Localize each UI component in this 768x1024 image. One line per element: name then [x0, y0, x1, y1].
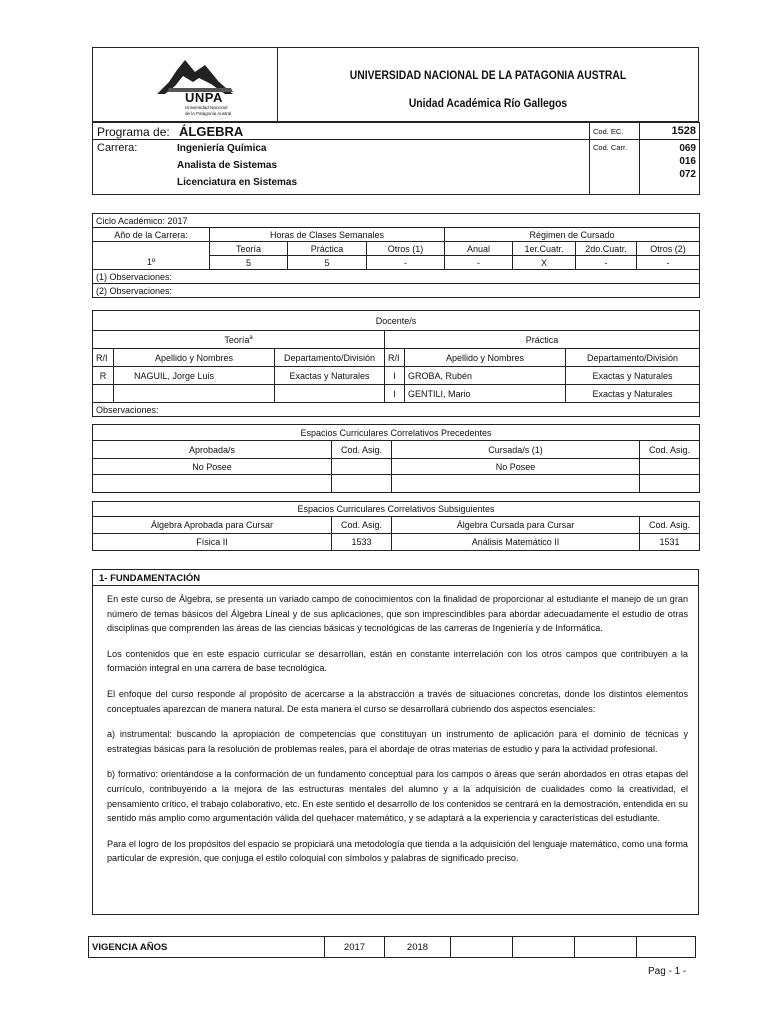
- program-block: [92, 122, 699, 194]
- next-cod2-value: 1531: [640, 534, 700, 551]
- regimen-label: Régimen de Cursado: [445, 228, 700, 242]
- observaciones-2: (2) Observaciones:: [93, 284, 700, 298]
- h-ri-practica: R/I: [385, 349, 405, 367]
- docentes-observaciones: Observaciones:: [93, 403, 700, 417]
- anio-carrera-label: Año de la Carrera:: [93, 228, 210, 242]
- val-practica: 5: [288, 256, 367, 270]
- page-number: Pag - 1 -: [648, 966, 687, 977]
- carrera-label: Carrera:: [97, 142, 138, 154]
- col-practica: Práctica: [288, 242, 367, 256]
- program-label: Programa de:: [97, 124, 170, 139]
- col-otros2: Otros (2): [637, 242, 700, 256]
- val-otros1: -: [367, 256, 445, 270]
- col-teoria: Teoría: [210, 242, 288, 256]
- observaciones-1: (1) Observaciones:: [93, 270, 700, 284]
- fundamentacion-section: [92, 569, 699, 915]
- carrera-2: Analista de Sistemas: [177, 160, 278, 171]
- val-2do-cuatr: -: [576, 256, 637, 270]
- logo-text: UNPA: [185, 90, 223, 105]
- prev-h-aprobadas: Aprobada/s: [93, 441, 332, 459]
- university-name: UNIVERSIDAD NACIONAL DE LA PATAGONIA AUSTRAL: [349, 70, 627, 82]
- vigencia-year-1: 2017: [325, 937, 385, 958]
- col-2do-cuatr: 2do.Cuatr.: [576, 242, 637, 256]
- logo-subtitle-2: de la Patagonia Austral: [185, 111, 232, 116]
- cod-carr-1: 069: [679, 143, 696, 154]
- paragraph: En este curso de Álgebra, se presenta un variado campo de conocimientos con la finalidad de proporcionar al estudiante el manejo de un gran número de temas básicos del Álgebra Lineal y de sus aplicaciones, que son imprescindibles para abordar adecuadamente el estudio de otras disciplinas que comprenden las áreas de las ciencias básicas y tecnológicas de las carreras de Ingeniería y de Informática.: [107, 594, 688, 634]
- table-row: R NAGUIL, Jorge Luis Exactas y Naturales I GROBA, Rubén Exactas y Naturales: [93, 367, 700, 385]
- academic-unit: Unidad Académica Río Gallegos: [408, 98, 568, 110]
- section-body: [93, 586, 698, 866]
- prev-aprobada-value: No Posee: [93, 459, 332, 475]
- carrera-3: Licenciatura en Sistemas: [177, 177, 298, 188]
- next-h-cod2: Cod. Asig.: [640, 517, 700, 534]
- academic-cycle-table: [92, 213, 699, 298]
- ciclo-academico: Ciclo Académico: 2017: [93, 214, 700, 228]
- university-logo: [93, 48, 278, 123]
- paragraph: El enfoque del curso responde al propósito de acercarse a la abstracción a través de situaciones concretas, donde los distintos elementos conceptuales aparezcan de manera natural. De esta manera el curso se desarrollará cubriendo dos aspectos esenciales:: [107, 688, 688, 714]
- val-1er-cuatr: X: [513, 256, 576, 270]
- next-aprobada-value: Física II: [93, 534, 332, 551]
- vigencia-label: VIGENCIA AÑOS: [89, 937, 325, 958]
- logo-subtitle-1: Universidad Nacional: [185, 105, 228, 110]
- cod-ec-label: Cod. EC.: [590, 123, 640, 140]
- carrera-1: Ingeniería Química: [177, 143, 267, 154]
- next-h-cursada: Álgebra Cursada para Cursar: [392, 517, 640, 534]
- col-otros1: Otros (1): [367, 242, 445, 256]
- prev-h-cod1: Cod. Asig.: [332, 441, 392, 459]
- h-name-teoria: Apellido y Nombres: [114, 349, 275, 367]
- paragraph: Los contenidos que en este espacio curricular se desarrollan, están en constante interrelación con los otros campos que contribuyen a la formación integral en una carrera de base tecnológica.: [107, 648, 688, 674]
- cod-carr-2: 016: [679, 156, 696, 167]
- docentes-table: [92, 310, 699, 417]
- next-h-aprobada: Álgebra Aprobada para Cursar: [93, 517, 332, 534]
- h-dept-teoria: Departamento/División: [275, 349, 385, 367]
- col-anual: Anual: [445, 242, 513, 256]
- prev-cursada-value: No Posee: [392, 459, 640, 475]
- paragraph: Para el logro de los propósitos del espacio se propiciará una metodología que tienda a la adquisición del lenguaje matemático, como una forma particular de expresión, que conjuga el estilo coloquial con símbolos y palabras de significado preciso.: [107, 838, 688, 864]
- table-row: I GENTILI, Mario Exactas y Naturales: [93, 385, 700, 403]
- vigencia-table: [88, 936, 695, 958]
- practica-header: Práctica: [385, 331, 700, 349]
- cod-ec-value: 1528: [640, 123, 700, 140]
- docentes-title: Docente/s: [93, 311, 700, 331]
- section-title: 1- FUNDAMENTACIÓN: [93, 570, 698, 586]
- val-teoria: 5: [210, 256, 288, 270]
- cod-carr-label: Cod. Carr.: [590, 140, 640, 195]
- document-header: [92, 47, 699, 122]
- carrera-cell: [93, 140, 590, 195]
- col-1er-cuatr: 1er.Cuatr.: [513, 242, 576, 256]
- program-row: [93, 123, 590, 140]
- h-name-practica: Apellido y Nombres: [405, 349, 566, 367]
- program-name: ÁLGEBRA: [179, 123, 244, 139]
- prev-h-cursadas: Cursada/s (1): [392, 441, 640, 459]
- val-anual: -: [445, 256, 513, 270]
- anio-value: 1º: [93, 256, 210, 270]
- h-dept-practica: Departamento/División: [566, 349, 700, 367]
- next-title: Espacios Curriculares Correlativos Subsiguientes: [93, 502, 700, 517]
- next-h-cod1: Cod. Asig.: [332, 517, 392, 534]
- prev-h-cod2: Cod. Asig.: [640, 441, 700, 459]
- next-cursada-value: Análisis Matemático II: [392, 534, 640, 551]
- cod-carr-values: [640, 140, 700, 195]
- paragraph: a) instrumental: buscando la apropiación de competencias que constituyan un instrumento de aplicación para el dominio de técnicas y estrategias básicas para la resolución de problemas reales, para el abordaje de otras materias de estudio y para la actividad profesional.: [107, 729, 688, 754]
- vigencia-year-2: 2018: [385, 937, 451, 958]
- cod-carr-3: 072: [679, 169, 696, 180]
- h-ri-teoria: R/I: [93, 349, 114, 367]
- correlativos-precedentes-table: [92, 424, 699, 493]
- next-cod1-value: 1533: [332, 534, 392, 551]
- prev-title: Espacios Curriculares Correlativos Precedentes: [93, 425, 700, 441]
- correlativos-subsiguientes-table: [92, 501, 699, 551]
- horas-label: Horas de Clases Semanales: [210, 228, 445, 242]
- val-otros2: -: [637, 256, 700, 270]
- teoria-header: Teoría$^a$: [93, 331, 385, 349]
- paragraph: b) formativo: orientándose a la conformación de un fundamento conceptual para los campos o áreas que serán abordados en otras etapas del currículo, contribuyendo a la mejora de las estructuras mentales del alumno y a la adquisición de cualidades como la creatividad, el pensamiento crítico, el trabajo colaborativo, etc. En este sentido el desarrollo de los contenidos se centrará en la demostración, entendida en su sentido más amplio como argumentación válida del quehacer matemático, y se adaptará a la experiencia y características del estudiante.: [107, 769, 688, 824]
